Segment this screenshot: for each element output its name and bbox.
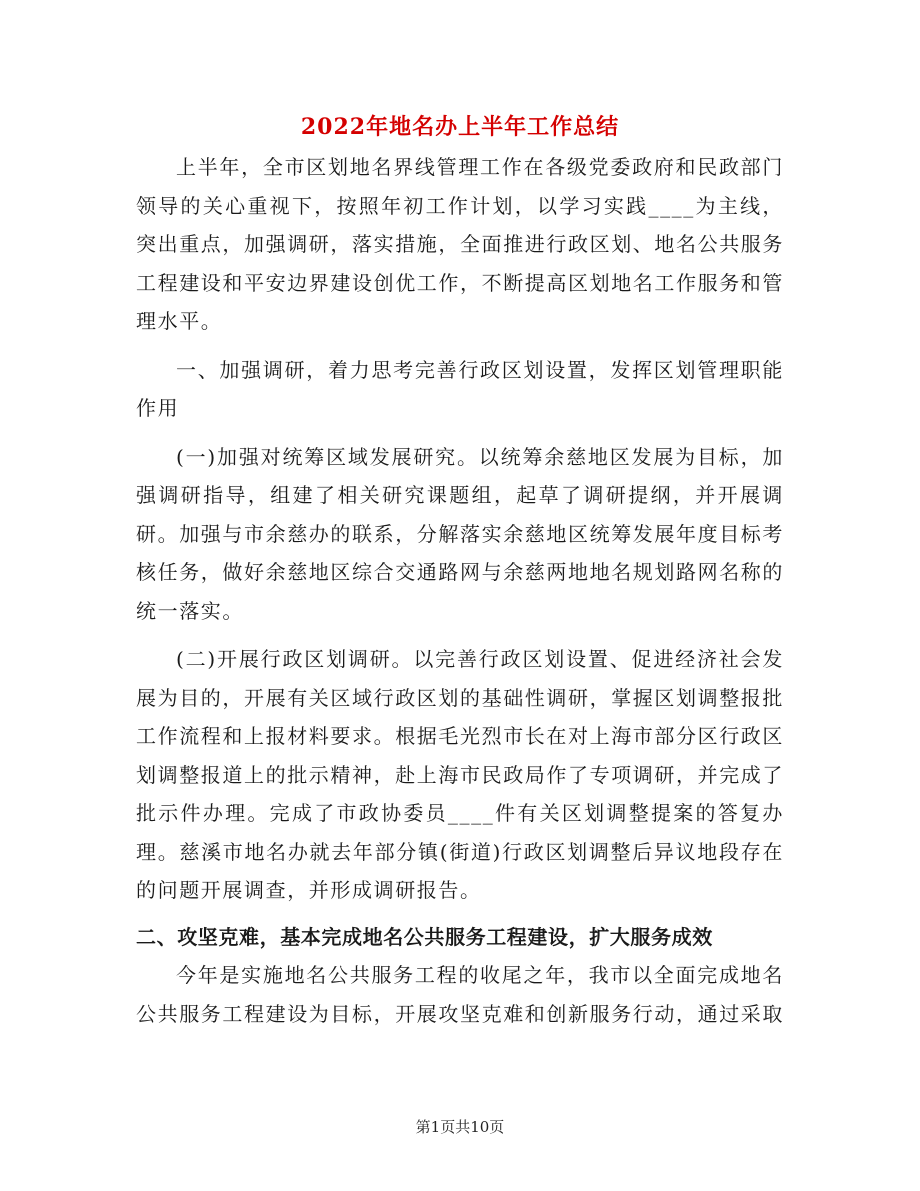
paragraph-subsection-1: (一)加强对统筹区域发展研究。以统筹余慈地区发展为目标，加强调研指导，组建了相关研究课题组，起草了调研提纲，并开展调研。加强与市余慈办的联系，分解落实余慈地区统筹发展年度目标考核任务，做好余慈地区综合交通路网与余慈两地地名规划路网名称的统一落实。	[136, 444, 784, 623]
document-body	[136, 148, 784, 1033]
document-title: 2022年地名办上半年工作总结	[300, 114, 620, 140]
section-heading-2: 二、攻坚克难，基本完成地名公共服务工程建设，扩大服务成效	[136, 924, 713, 949]
section-heading-1: 一、加强调研，着力思考完善行政区划设置，发挥区划管理职能作用	[136, 357, 784, 420]
paragraph-subsection-2: (二)开展行政区划调研。以完善行政区划设置、促进经济社会发展为目的，开展有关区域行政区划的基础性调研，掌握区划调整报批工作流程和上报材料要求。根据毛光烈市长在对上海市部分区行政区划调整报道上的批示精神，赴上海市民政局作了专项调研，并完成了批示件办理。完成了市政协委员____件有关区划调整提案的答复办理。慈溪市地名办就去年部分镇(街道)行政区划调整后异议地段存在的问题开展调查，并形成调研报告。	[136, 647, 784, 902]
page-number-footer: 第1页共10页	[415, 1118, 505, 1136]
paragraph-section-2: 今年是实施地名公共服务工程的收尾之年，我市以全面完成地名公共服务工程建设为目标，开展攻坚克难和创新服务行动，通过采取	[136, 963, 784, 1026]
paragraph-intro: 上半年，全市区划地名界线管理工作在各级党委政府和民政部门领导的关心重视下，按照年初工作计划，以学习实践____为主线，突出重点，加强调研，落实措施，全面推进行政区划、地名公共服务工程建设和平安边界建设创优工作，不断提高区划地名工作服务和管理水平。	[136, 155, 784, 333]
